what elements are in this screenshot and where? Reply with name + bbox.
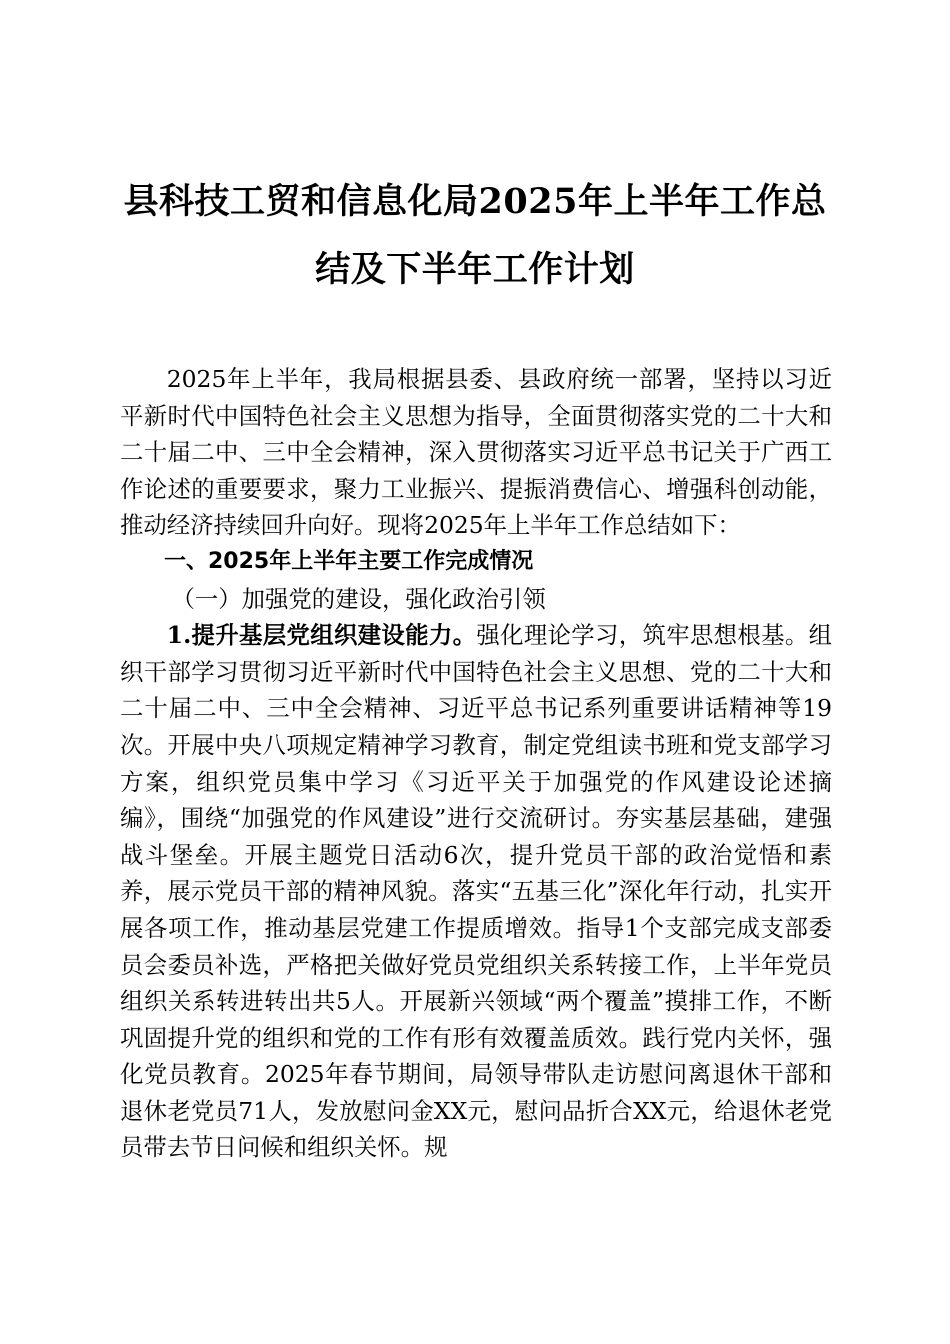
- intro-paragraph: 2025年上半年，我局根据县委、县政府统一部署，坚持以习近平新时代中国特色社会主义思想为指导，全面贯彻落实党的二十大和二十届二中、三中全会精神，深入贯彻落实习近平总书记关于广西工作论述的重要要求，聚力工业振兴、提振消费信心、增强科创动能，推动经济持续回升向好。现将2025年上半年工作总结如下：: [120, 365, 832, 540]
- document-title: [100, 168, 850, 304]
- item-1-body: 强化理论学习，筑牢思想根基。组织干部学习贯彻习近平新时代中国特色社会主义思想、党的二十大和二十届二中、三中全会精神、习近平总书记系列重要讲话精神等19次。开展中央八项规定精神学习教育，制定党组读书班和党支部学习方案，组织党员集中学习《习近平关于加强党的作风建设论述摘编》，围绕“加强党的作风建设”进行交流研讨。夯实基层基础，建强战斗堡垒。开展主题党日活动6次，提升党员干部的政治觉悟和素养，展示党员干部的精神风貌。落实“五基三化”深化年行动，扎实开展各项工作，推动基层党建工作提质增效。指导1个支部完成支部委员会委员补选，严格把关做好党员党组织关系转接工作，上半年党员组织关系转进转出共5人。开展新兴领域“两个覆盖”摸排工作，不断巩固提升党的组织和党的工作有形有效覆盖质效。践行党内关怀，强化党员教育。2025年春节期间，局领导带队走访慰问离退休干部和退休老党员71人，发放慰问金XX元，慰问品折合XX元，给退休老党员带去节日问候和组织关怀。规: [120, 621, 833, 1162]
- title-line-1: 县科技工贸和信息化局2025年上半年工作总: [123, 181, 827, 222]
- section-heading: 一、2025年上半年主要工作完成情况: [164, 548, 534, 574]
- item-1-paragraph: [120, 617, 832, 1166]
- title-line-2: 结及下半年工作计划: [315, 249, 635, 290]
- item-1-lead: 1.提升基层党组织建设能力。: [166, 621, 477, 650]
- subsection-heading: （一）加强党的建设，强化政治引领: [171, 584, 546, 613]
- document-body: [120, 361, 832, 1166]
